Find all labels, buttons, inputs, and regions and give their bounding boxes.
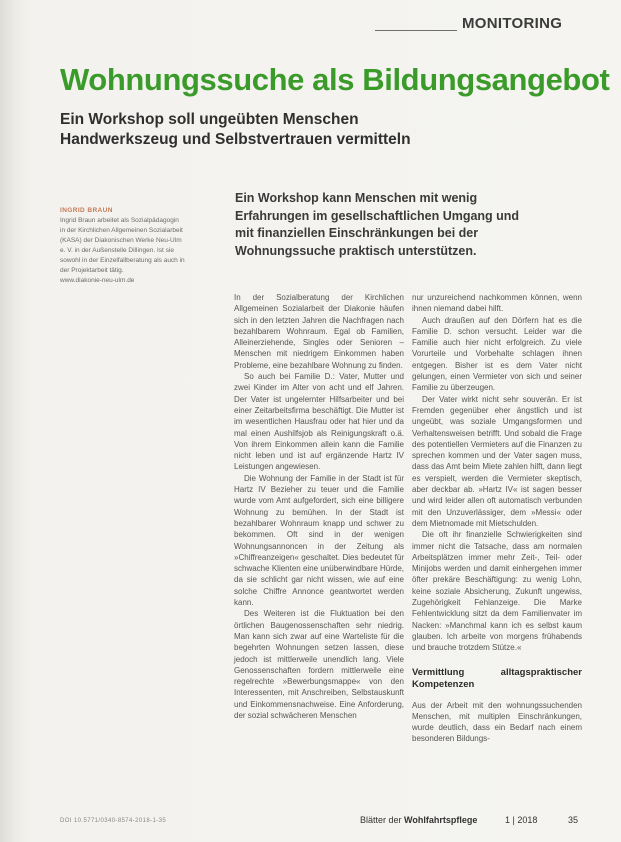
footer-publication-prefix: Blätter der <box>360 815 405 825</box>
page-number: 35 <box>568 815 579 825</box>
author-name: INGRID BRAUN <box>60 207 113 214</box>
body-paragraph: So auch bei Familie D.: Vater, Mutter und zwei Kinder im Alter von acht und elf Jahren. Der Vater ist ungelernter Hilfsarbeiter und bei einer Zeitarbeitsfirma beschäftigt. Die Mutter ist im wesentlichen Hausfrau oder hat hier und da mal einen Aushilfsjob als Reinigungskraft o.ä. Von ihrem Einkommen allein kann die Familie nicht leben und ist auf ergänzende Hartz IV Leistungen angewiesen. <box>234 372 404 472</box>
header-rule <box>375 30 457 31</box>
body-paragraph: Auch draußen auf den Dörfern hat es die Familie D. schon versucht. Leider war die Familie auch hier nicht erfolgreich. Zu viele Vorurteile und Vorbehalte schlagen ihnen entgegen. Bisher ist es dem Vater nicht gelungen, einen Vermieter von sich und seiner Familie zu überzeugen. <box>412 315 582 393</box>
body-paragraph: Der Vater wirkt nicht sehr souverän. Er ist Fremden gegenüber eher ängstlich und ist ungeübt, was soziale Umgangsformen und Verhaltensweisen betrifft. Und sobald die Frage des potentiellen Vermieters auf die Finanzen zu sprechen kommen und der Vater sagen muss, dass das Amt beim Miete zahlen hilft, dann liegt es verspielt, werden die Vermieter skeptisch, aber deckbar ab. »Hartz IV« ist sagen besser und wird leider allen oft automatisch verbunden mit den Unzuverlässiger, dem »Messi« oder dem Mietnomade mit Mietschulden. <box>412 394 582 528</box>
section-heading: Vermittlung alltagspraktischer Kompetenzen <box>412 666 582 690</box>
body-paragraph: Des Weiteren ist die Fluktuation bei den örtlichen Baugenossenschaften sehr niedrig. Man kann sich zwar auf eine Warteliste für die begehrten Wohnungen setzen lassen, diese jedoch ist mittlerweile unendlich lang. Viele Genossenschaften fordern mittlerweile eine regelrechte »Bewerbungsmappe« von den Interessenten, mit Anschreiben, Selbstauskunft und Einkommensnachweise. Eine Anforderung, der sozial schwächeren Menschen <box>234 609 404 720</box>
body-paragraph: nur unzureichend nachkommen können, wenn ihnen niemand dabei hilft. <box>412 293 582 314</box>
article-lead: Ein Workshop kann Menschen mit wenig Erfahrungen im gesellschaftlichen Umgang und mit finanziellen Einschränkungen bei der Wohnungssuche praktisch unterstützen. <box>235 191 520 258</box>
body-column-2 <box>412 292 582 745</box>
section-label: MONITORING <box>462 15 563 32</box>
body-paragraph: Aus der Arbeit mit den wohnungssuchenden Menschen, mit multiplen Einschränkungen, wurde deutlich, dass ein Bedarf nach einem besonderen Bildungs- <box>412 700 582 744</box>
footer-doi: DOI 10.5771/0340-8574-2018-1-35 <box>60 818 167 824</box>
body-paragraph: In der Sozialberatung der Kirchlichen Allgemeinen Sozialarbeit der Diakonie häufen sich in den letzten Jahren die Nachfragen nach bezahlbarem Wohnraum. Egal ob Familien, Alleinerziehende, Singles oder Senioren – Menschen mit niedrigem Einkommen haben Probleme, eine bezahlbare Wohnung zu finden. <box>234 293 404 370</box>
article-subtitle: Ein Workshop soll ungeübten Menschen Handwerkszeug und Selbstvertrauen vermitteln <box>60 111 411 148</box>
author-bio: Ingrid Braun arbeitet als Sozialpädagogin in der Kirchlichen Allgemeinen Sozialarbeit (KASA) der Diakonischen Werke Neu-Ulm e. V. in der Außenstelle Dillingen. Ist sie sowohl in der Einzelfallberatung als auch in der Projektarbeit tätig. <box>60 217 185 274</box>
footer-publication-name: Wohlfahrtspflege <box>404 815 478 825</box>
body-column-1 <box>234 292 404 721</box>
footer-issue: 1 | 2018 <box>505 815 538 825</box>
body-paragraph: Die oft ihr finanzielle Schwierigkeiten sind immer nicht die Tatsache, dass am normalen Arbeitsplätzen immer mehr Zeit-, Teil- oder Minijobs werden und damit einhergehen immer öfter prekäre Beschäftigung: zu wenig Lohn, keine soziale Absicherung, Zukunft ungewiss, Zugehörigkeit Fehlanzeige. Die Marke Fehlentwicklung sitzt da dem Familienvater im Nacken: »Manchmal kann ich es selbst kaum glauben. Ich arbeite von morgens frühabends und brauche trotzdem Stütze.« <box>412 530 582 653</box>
body-paragraph: Die Wohnung der Familie in der Stadt ist für Hartz IV Bezieher zu teuer und die Familie wurde vom Amt aufgefordert, sich eine billigere Wohnung zu bemühen. In der Stadt ist bezahlbarer Wohnraum knapp und schwer zu bekommen. Oft sind in der wenigen Wohnungsannoncen in der Zeitung als »Chiffreanzeigen« geschaltet. Dies bedeutet für schwache Klienten eine unüberwindbare Hürde, da sie schlicht gar nicht wissen, wie auf eine solche Chiffre Annonce geantwortet werden kann. <box>234 473 404 608</box>
article-title: Wohnungssuche als Bildungsangebot <box>60 62 610 97</box>
author-website-link[interactable]: www.diakonie-neu-ulm.de <box>60 277 135 284</box>
footer-publication <box>360 815 477 825</box>
author-box <box>60 206 185 286</box>
